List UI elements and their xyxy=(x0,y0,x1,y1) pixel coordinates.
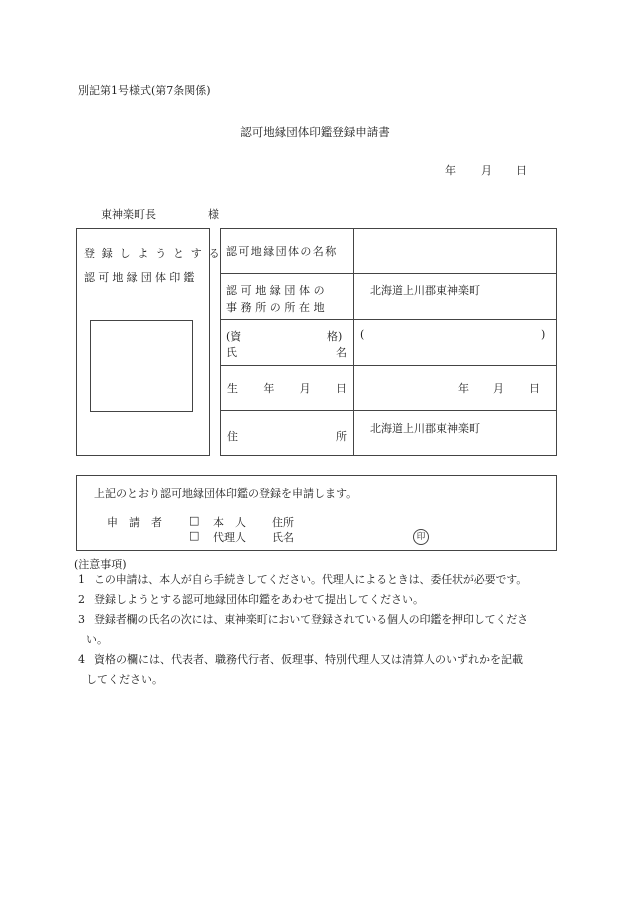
notes-heading: (注意事項) xyxy=(74,558,127,571)
qualification-close: 格) xyxy=(327,330,343,343)
rep-name-char2: 名 xyxy=(336,346,347,359)
note-number: 4 xyxy=(78,653,85,666)
note-item xyxy=(78,610,556,649)
applicant-address-field[interactable] xyxy=(305,514,555,528)
applicant-name-field[interactable] xyxy=(305,529,475,543)
note-text: この申請は、本人が自ら手続きしてください。代理人によるときは、委任状が必要です。 xyxy=(94,573,528,586)
table-row-divider xyxy=(220,365,557,366)
applicant-address-label: 住所 xyxy=(272,516,294,529)
note-item xyxy=(78,590,556,610)
self-option-label: 本 人 xyxy=(213,516,246,529)
date-year: 年 xyxy=(445,164,456,177)
address-label-char2: 所 xyxy=(336,430,347,443)
group-name-label: 認可地縁団体の名称 xyxy=(226,245,338,258)
note-text: 登録者欄の氏名の次には、東神楽町において登録されている個人の印鑑を押印してくださ xyxy=(94,613,528,626)
office-address-field[interactable]: 北海道上川郡東神楽町 xyxy=(370,284,480,297)
date-day: 日 xyxy=(516,164,527,177)
address-label-char1: 住 xyxy=(227,430,238,443)
birthdate-label-char: 月 xyxy=(299,382,311,395)
note-number: 3 xyxy=(78,613,85,626)
note-number: 2 xyxy=(78,593,85,606)
qualification-field-open: ( xyxy=(360,328,365,341)
birthdate-label-char: 年 xyxy=(263,382,275,395)
qualification-field-close: ) xyxy=(541,328,546,341)
addressee-name: 東神楽町長 xyxy=(101,208,156,221)
qualification-field[interactable] xyxy=(370,327,535,343)
note-text-continued: してください。 xyxy=(86,672,163,686)
seal-registration-box xyxy=(76,228,227,456)
seal-box-label-line2: 認可地縁団体印鑑 xyxy=(84,271,198,284)
proxy-checkbox[interactable]: □ xyxy=(189,529,200,542)
birth-month-label: 月 xyxy=(493,382,504,395)
applicant-label: 申 請 者 xyxy=(107,516,162,529)
proxy-option-label: 代理人 xyxy=(213,531,246,544)
date-month: 月 xyxy=(481,164,492,177)
rep-name-field[interactable] xyxy=(360,345,550,361)
note-text: 登録しようとする認可地縁団体印鑑をあわせて提出してください。 xyxy=(94,593,424,606)
rep-name-char1: 氏 xyxy=(226,346,237,359)
birthdate-label xyxy=(227,380,347,396)
note-item xyxy=(78,570,556,590)
qualification-open: (資 xyxy=(226,330,242,343)
birthdate-field[interactable] xyxy=(360,376,450,396)
note-item xyxy=(78,650,556,689)
birthdate-label-char: 日 xyxy=(335,382,347,395)
address-field[interactable]: 北海道上川郡東神楽町 xyxy=(370,422,480,435)
seal-mark: 印 xyxy=(413,529,429,545)
table-row-divider xyxy=(220,273,557,274)
table-row-divider xyxy=(220,319,557,320)
birth-year-label: 年 xyxy=(458,382,469,395)
seal-box-label-line1 xyxy=(84,245,227,261)
office-label-line2: 事務所の所在地 xyxy=(226,301,329,314)
note-text-continued: い。 xyxy=(86,632,108,646)
form-reference: 別記第1号様式(第7条関係) xyxy=(78,84,211,97)
table-row-divider xyxy=(220,410,557,411)
table-column-divider xyxy=(353,228,354,456)
group-name-field[interactable] xyxy=(360,243,550,261)
birthdate-label-char: 生 xyxy=(227,382,238,395)
declaration-box xyxy=(76,475,557,551)
applicant-name-label: 氏名 xyxy=(272,531,294,544)
note-number: 1 xyxy=(78,573,85,586)
seal-box-label-text1: 登録しようとする xyxy=(84,247,227,260)
seal-impression-area[interactable] xyxy=(90,320,193,412)
office-label-line1: 認可地縁団体の xyxy=(226,284,329,297)
self-checkbox[interactable]: □ xyxy=(189,514,200,527)
birth-day-label: 日 xyxy=(529,382,540,395)
document-title: 認可地縁団体印鑑登録申請書 xyxy=(240,125,390,139)
note-text: 資格の欄には、代表者、職務代行者、仮理事、特別代理人又は清算人のいずれかを記載 xyxy=(94,653,523,666)
declaration-text: 上記のとおり認可地縁団体印鑑の登録を申請します。 xyxy=(94,487,358,500)
addressee-honorific: 様 xyxy=(208,208,219,221)
